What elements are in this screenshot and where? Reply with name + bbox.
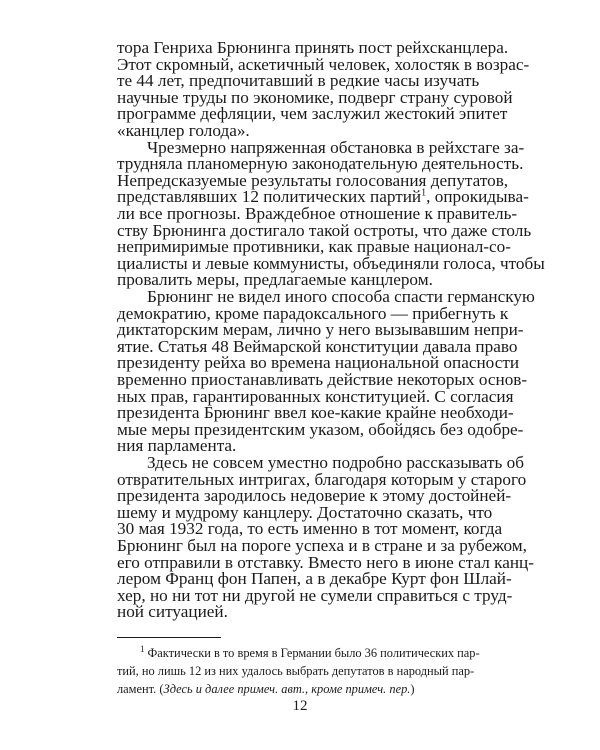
footnote-reference[interactable]: 1 (421, 187, 427, 199)
text-line: демократию, кроме парадоксального — прибегнуть к (117, 303, 509, 323)
text-line: мые меры президентским указом, обойдясь без одобре- (117, 419, 524, 439)
text-line: «канцлер голода». (117, 121, 250, 140)
footnote-marker: 1 (140, 643, 145, 654)
text-line: Брюнинг был на пороге успеха и в стране и за рубежом, (117, 536, 527, 555)
text-line: лером Франц фон Папен, а в декабре Курт фон Шлай- (117, 569, 512, 589)
text-line: временно приостанавливать действие некоторых основ- (117, 370, 528, 389)
text-line: Непредсказуемые результаты голосования депутатов, (117, 170, 509, 190)
text-line: хер, но ни тот ни другой не сумели справиться с труд- (117, 585, 513, 605)
text-line: президенту рейха во времена национальной опасности (117, 353, 520, 373)
footnote-text: Фактически в то время в Германии было 36 политических пар- (147, 646, 480, 660)
text-line: президента Брюнинг ввел кое-какие крайне необходи- (117, 403, 514, 423)
text-line: трудняла планомерную законодательную деятельность. (117, 154, 524, 174)
text-line: провалить меры, предлагаемые канцлером. (117, 270, 433, 290)
footnote-text: ) (410, 682, 415, 696)
page-number: 12 (292, 698, 308, 714)
text-line: 30 мая 1932 года, то есть именно в тот момент, когда (117, 519, 503, 539)
footnote-separator (117, 637, 221, 638)
text-line: ных прав, гарантированных конституцией. С согласия (117, 386, 514, 406)
text-line: ли все прогнозы. Враждебное отношение к правитель- (117, 204, 518, 223)
text-line: диктаторским мерам, лично у него вызывавшим непри- (117, 320, 524, 340)
text-line: отвратительных интригах, благодаря которым у старого (117, 469, 527, 489)
text-line: Брюнинг не видел иного способа спасти германскую (147, 287, 535, 306)
text-line: научные труды по экономике, подверг страну суровой (117, 87, 513, 107)
footnote-line: тий, но лишь 12 из них удалось выбрать депутатов в народный пар- (117, 664, 475, 678)
text-line: ству Брюнинга достигало такой остроты, что даже столь (117, 220, 532, 240)
text-segment: представлявших 12 политических партий (117, 187, 422, 207)
text-line: циалисты и левые коммунисты, объединяли голоса, чтобы (117, 253, 545, 273)
text-line: Чрезмерно напряженная обстановка в рейхстаге за- (147, 137, 525, 157)
text-line: ятие. Статья 48 Веймарской конституции давала право (117, 336, 518, 356)
text-line: ной ситуацией. (117, 602, 228, 622)
text-line: Здесь не совсем уместно подробно рассказывать об (147, 453, 524, 472)
footnote-line (140, 643, 480, 662)
text-line: ния парламента. (117, 436, 237, 456)
text-line: шему и мудрому канцлеру. Достаточно сказать, что (117, 502, 493, 522)
text-line: Этот скромный, аскетичный человек, холостяк в возрас- (117, 54, 530, 74)
text-line: те 44 лет, предпочитавший в редкие часы изучать (117, 71, 480, 91)
text-line: его отправили в отставку. Вместо него в июне стал канц- (117, 552, 534, 572)
text-line: тора Генриха Брюнинга принять пост рейхсканцлера. (117, 38, 509, 57)
footnote-text: ламент. ( (117, 682, 164, 696)
text-line: непримиримые противники, как правые национал-со- (117, 237, 511, 257)
footnote-italic-text: Здесь и далее примеч. авт., кроме примеч. пер. (163, 682, 411, 696)
text-line: президента зародилось недоверие к этому достойней- (117, 486, 512, 506)
text-line: программе дефляции, чем заслужил жестокий эпитет (117, 104, 508, 124)
text-segment: , опрокидыва- (426, 187, 529, 207)
